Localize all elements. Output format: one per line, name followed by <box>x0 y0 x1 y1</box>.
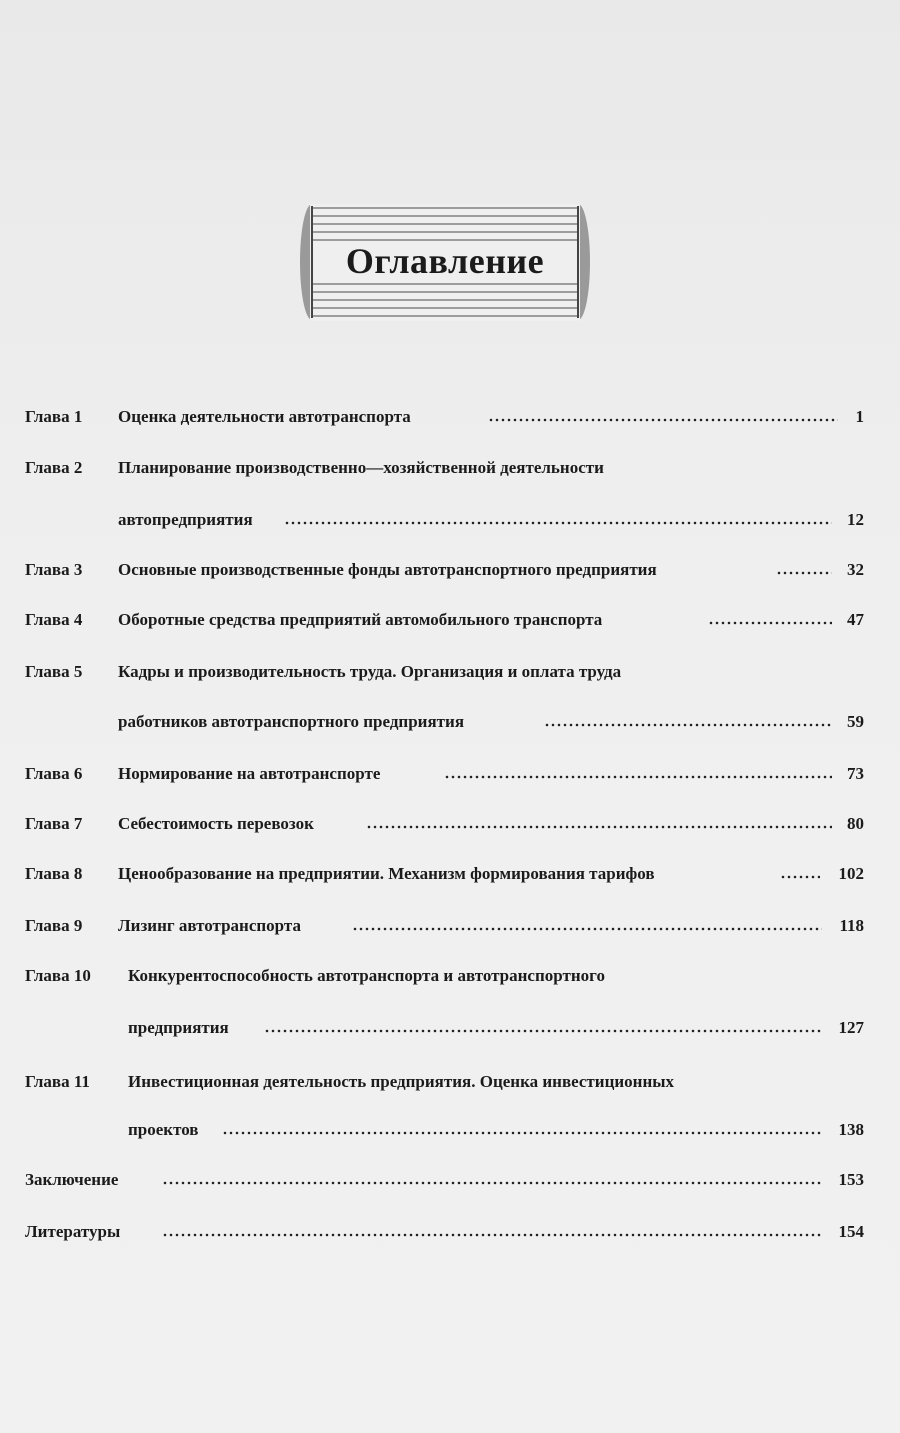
toc-entry-title: Кадры и производительность труда. Организация и оплата труда <box>118 662 622 681</box>
toc-page-number: 138 <box>838 1120 864 1139</box>
toc-chapter-label: Глава 10 <box>25 966 91 985</box>
toc-entry-title: Инвестиционная деятельность предприятия. Оценка инвестиционных <box>128 1072 675 1091</box>
toc-leader-dots <box>780 875 820 879</box>
toc-page-number: 1 <box>855 407 864 426</box>
toc-page-number: 80 <box>847 814 864 833</box>
toc-entry-title-cont: предприятия <box>128 1018 229 1037</box>
toc-leader-dots <box>162 1233 822 1237</box>
toc-entry-title: Основные производственные фонды автотранспортного предприятия <box>118 560 657 579</box>
toc-chapter-label: Глава 3 <box>25 560 83 579</box>
toc-leader-dots <box>284 521 832 525</box>
toc-page-number: 32 <box>847 560 864 579</box>
toc-literature-label: Литературы <box>25 1222 121 1241</box>
toc-leader-dots <box>444 775 832 779</box>
toc-leader-dots <box>366 825 832 829</box>
toc-page-number: 102 <box>838 864 864 883</box>
toc-leader-dots <box>488 418 838 422</box>
toc-chapter-label: Глава 1 <box>25 407 83 426</box>
toc-leader-dots <box>544 723 832 727</box>
toc-page-number: 12 <box>847 510 864 529</box>
toc-page-number: 59 <box>847 712 864 731</box>
toc-chapter-label: Глава 7 <box>25 814 83 833</box>
toc-page-number: 118 <box>839 916 864 935</box>
toc-page-number: 73 <box>847 764 864 783</box>
toc-conclusion-label: Заключение <box>25 1170 119 1189</box>
toc-leader-dots <box>162 1181 822 1185</box>
toc-chapter-label: Глава 6 <box>25 764 83 783</box>
toc-chapter-label: Глава 9 <box>25 916 83 935</box>
toc-chapter-label: Глава 11 <box>25 1072 90 1091</box>
toc-page-number: 127 <box>838 1018 864 1037</box>
toc-entry-title-cont: работников автотранспортного предприятия <box>118 712 465 731</box>
toc-chapter-label: Глава 4 <box>25 610 83 629</box>
toc-page-number: 154 <box>838 1222 864 1241</box>
toc-entry-title: Себестоимость перевозок <box>118 814 314 833</box>
toc-chapter-label: Глава 2 <box>25 458 83 477</box>
toc-leader-dots <box>222 1131 822 1135</box>
toc-entry-title: Конкурентоспособность автотранспорта и автотранспортного <box>128 966 605 985</box>
toc-page-number: 153 <box>838 1170 864 1189</box>
toc-entry-title: Оборотные средства предприятий автомобильного транспорта <box>118 610 603 629</box>
toc-entry-title-cont: проектов <box>128 1120 199 1139</box>
toc-entry-title: Ценообразование на предприятии. Механизм формирования тарифов <box>118 864 655 883</box>
toc-entry-title: Нормирование на автотранспорте <box>118 764 381 783</box>
toc-entry-title: Оценка деятельности автотранспорта <box>118 407 411 426</box>
toc-leader-dots <box>708 621 832 625</box>
toc-entry-title: Планирование производственно—хозяйственной деятельности <box>118 458 604 477</box>
toc-chapter-label: Глава 5 <box>25 662 83 681</box>
toc-leader-dots <box>776 571 832 575</box>
toc-leader-dots <box>352 927 822 931</box>
toc-entry-title-cont: автопредприятия <box>118 510 253 529</box>
toc-leader-dots <box>264 1029 822 1033</box>
page-title-text: Оглавление <box>340 241 550 281</box>
toc-chapter-label: Глава 8 <box>25 864 83 883</box>
toc-entry-title: Лизинг автотранспорта <box>118 916 301 935</box>
toc-page-number: 47 <box>847 610 864 629</box>
